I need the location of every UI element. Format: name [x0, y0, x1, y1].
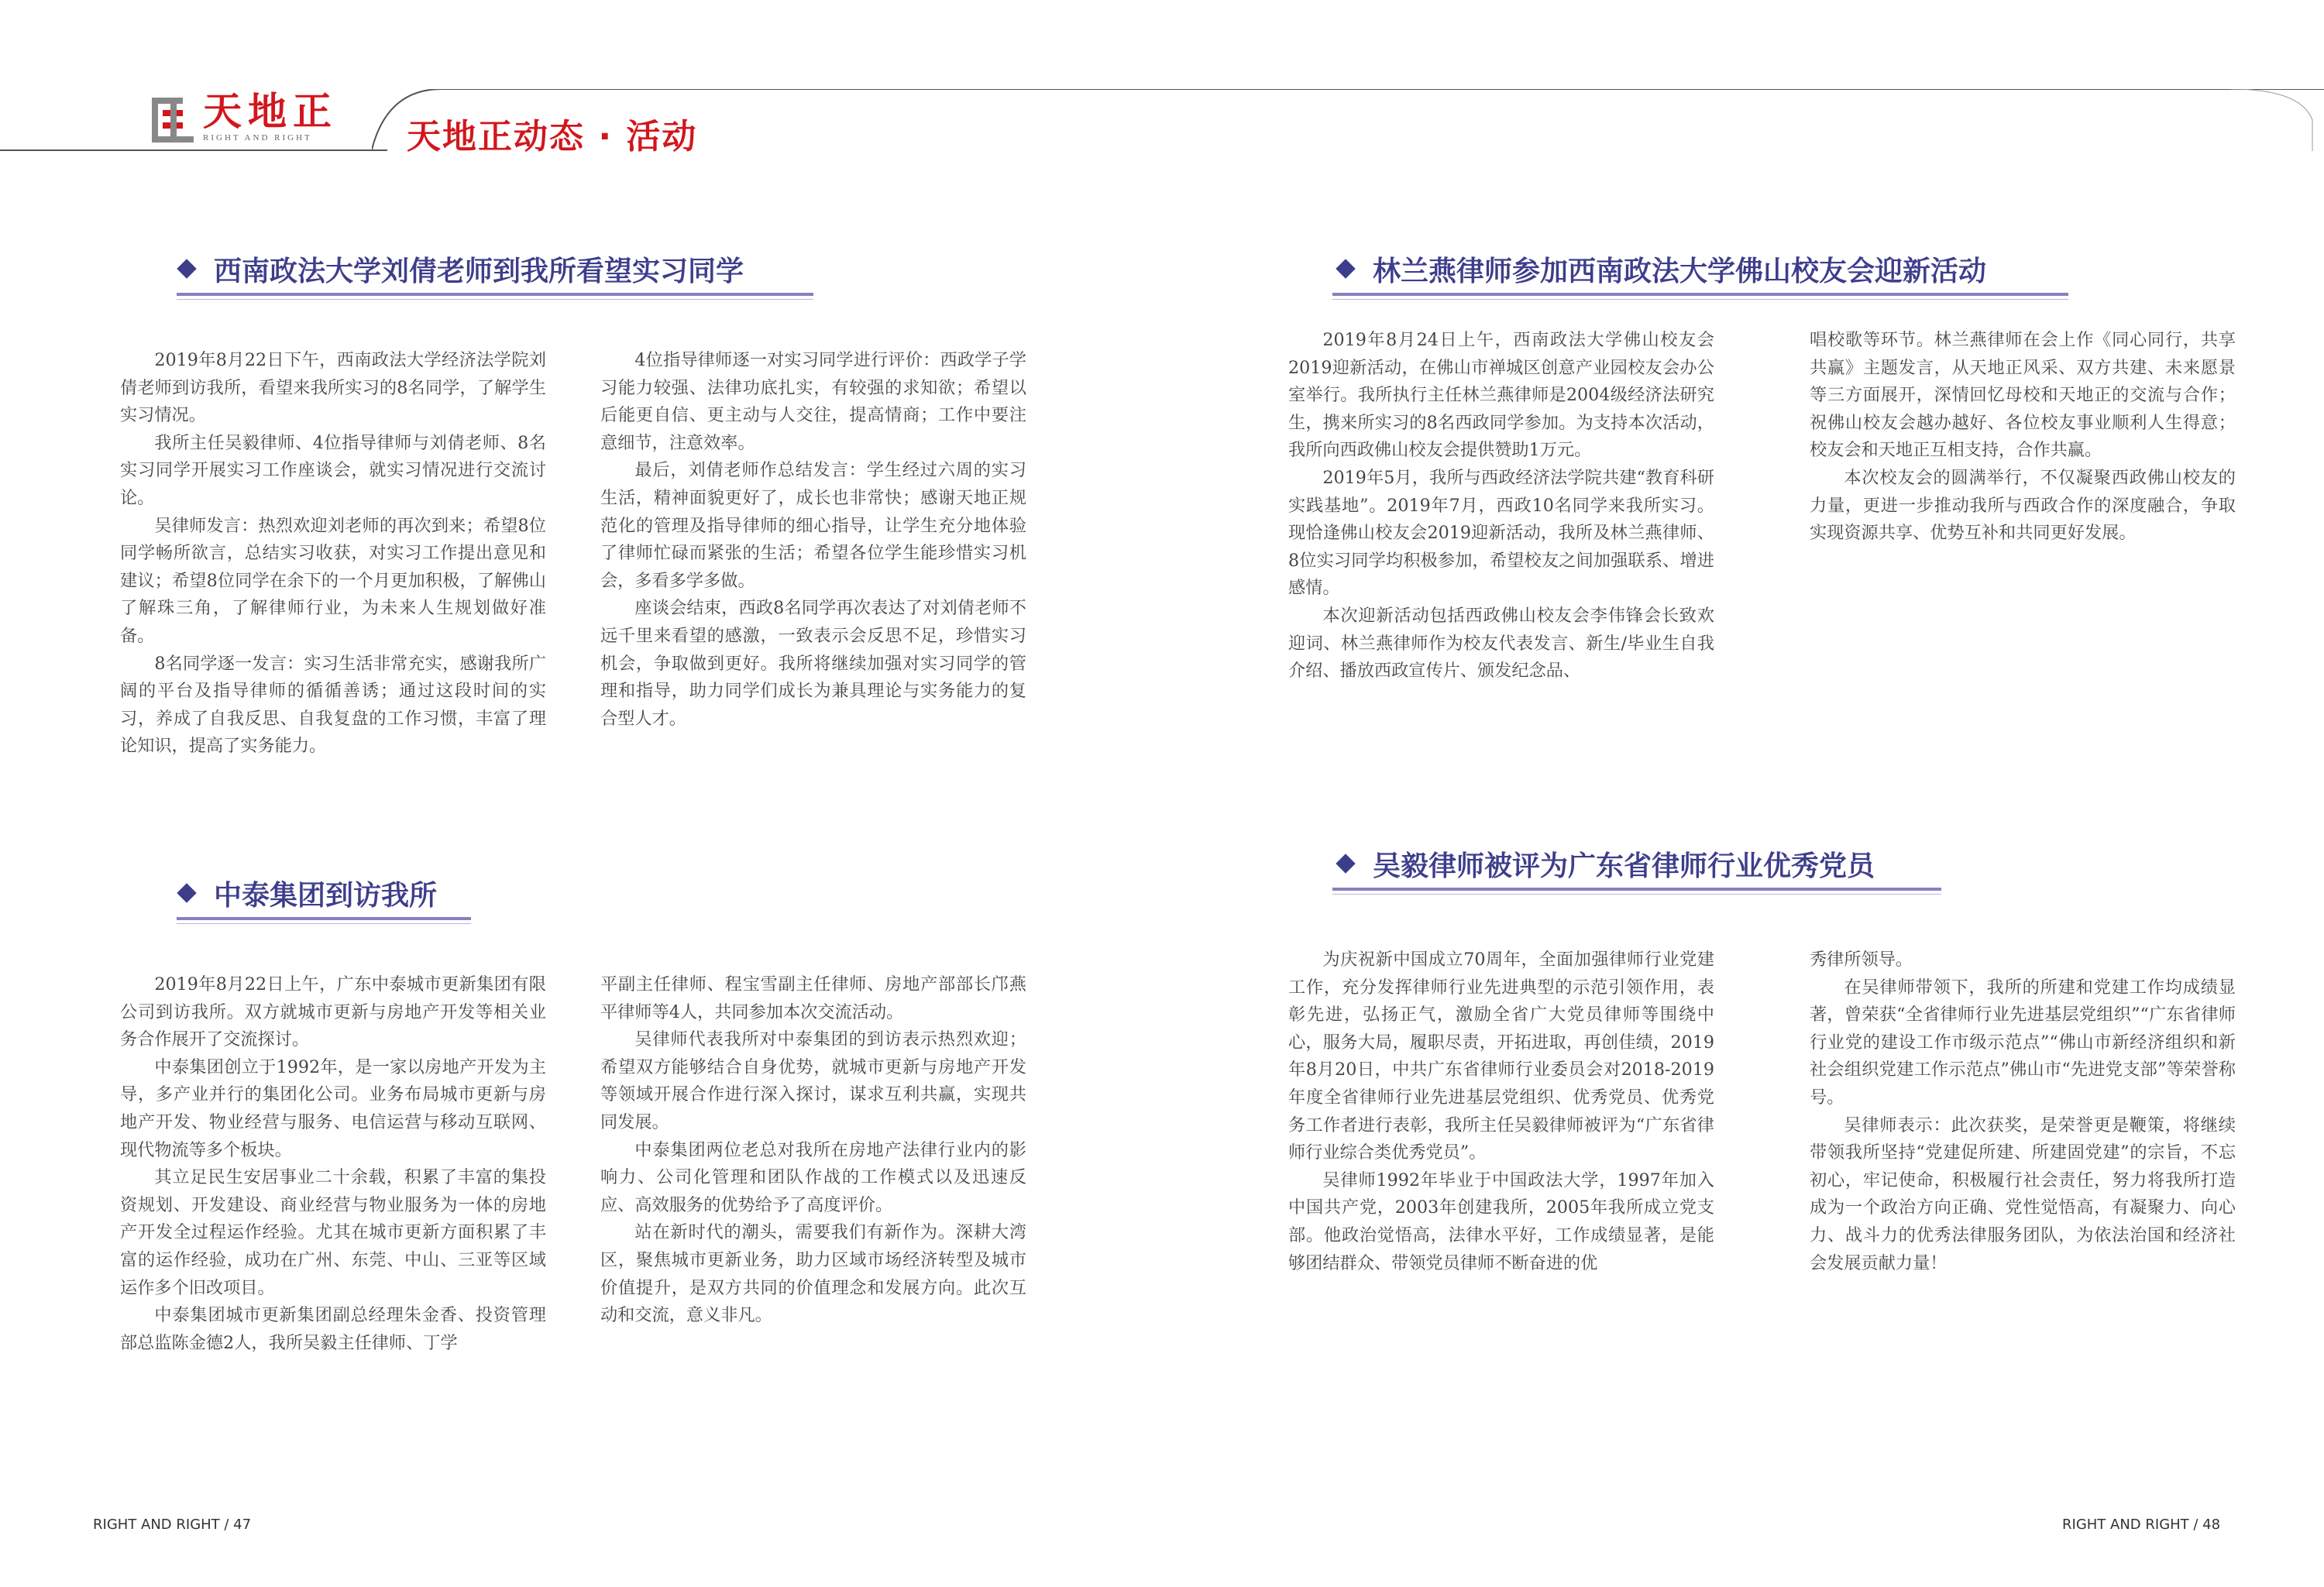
article-column: [600, 347, 1026, 733]
logo-subtitle: RIGHT AND RIGHT: [203, 133, 312, 143]
paragraph: 秀律所领导。: [1810, 950, 1913, 970]
logo-text: 天地正: [203, 88, 338, 134]
article-column: [120, 347, 546, 761]
paragraph: 吴律师1992年毕业于中国政法大学，1997年加入中国共产党，2003年创建我所，2005年我所成立党支部。他政治觉悟高，法律水平好，工作成绩显著，是能够团结群众、带领党员律师不断奋进的优: [1288, 1170, 1714, 1273]
paragraph: 其立足民生安居事业二十余载，积累了丰富的集投资规划、开发建设、商业经营与物业服务为一体的房地产开发全过程运作经验。尤其在城市更新方面积累了丰富的运作经验，成功在广州、东莞、中山、三亚等区域运作多个旧改项目。: [120, 1167, 546, 1298]
article-title: [180, 249, 744, 289]
article-title-text: 吴毅律师被评为广东省律师行业优秀党员: [1373, 850, 1875, 882]
article-rule: [1332, 293, 2068, 301]
logo-mark-icon: [152, 94, 195, 146]
diamond-bullet-icon: [177, 883, 196, 902]
article-column: [600, 971, 1026, 1330]
paragraph: 吴律师发言：热烈欢迎刘老师的再次到来；希望8位同学畅所欲言，总结实习收获，对实习工作提出意见和建议；希望8位同学在余下的一个月更加积极，了解佛山了解珠三角，了解律师行业，为未来人生规划做好准备。: [120, 515, 546, 646]
page-number-right: RIGHT AND RIGHT / 48: [2062, 1517, 2221, 1533]
paragraph: 2019年8月22日下午，西南政法大学经济法学院刘倩老师到访我所，看望来我所实习的8名同学，了解学生实习情况。: [120, 350, 546, 426]
paragraph: 我所主任吴毅律师、4位指导律师与刘倩老师、8名实习同学开展实习工作座谈会，就实习情况进行交流讨论。: [120, 432, 546, 508]
diamond-bullet-icon: [177, 259, 196, 278]
paragraph: 2019年5月，我所与西政经济法学院共建“教育科研实践基地”。2019年7月，西政10名同学来我所实习。现恰逢佛山校友会2019迎新活动，我所及林兰燕律师、8位实习同学均积极参加，希望校友之间加强联系、增进感情。: [1288, 467, 1714, 599]
article-column: [1288, 946, 1714, 1277]
paragraph: 平副主任律师、程宝雪副主任律师、房地产部部长邝燕平律师等4人，共同参加本次交流活动。: [600, 974, 1026, 1022]
article-title: [180, 874, 437, 913]
paragraph: 座谈会结束，西政8名同学再次表达了对刘倩老师不远千里来看望的感激，一致表示会反思不足，珍惜实习机会，争取做到更好。我所将继续加强对实习同学的管理和指导，助力同学们成长为兼具理论与实务能力的复合型人才。: [600, 598, 1026, 729]
article-rule: [177, 917, 471, 925]
paragraph: 中泰集团城市更新集团副总经理朱金香、投资管理部总监陈金德2人，我所吴毅主任律师、丁学: [120, 1305, 546, 1353]
paragraph: 本次迎新活动包括西政佛山校友会李伟锋会长致欢迎词、林兰燕律师作为校友代表发言、新生/毕业生自我介绍、播放西政宣传片、颁发纪念品、: [1288, 605, 1714, 682]
article-title-text: 西南政法大学刘倩老师到我所看望实习同学: [214, 256, 744, 287]
paragraph: 吴律师代表我所对中泰集团的到访表示热烈欢迎；希望双方能够结合自身优势，就城市更新与房地产开发等领域开展合作进行深入探讨，谋求互利共赢，实现共同发展。: [600, 1029, 1026, 1132]
paragraph: 4位指导律师逐一对实习同学进行评价：西政学子学习能力较强、法律功底扎实，有较强的求知欲；希望以后能更自信、更主动与人交往，提高情商；工作中要注意细节，注意效率。: [600, 350, 1026, 453]
page-number-left: RIGHT AND RIGHT / 47: [93, 1517, 252, 1533]
header-rule-left: [0, 149, 387, 151]
paragraph: 本次校友会的圆满举行，不仅凝聚西政佛山校友的力量，更进一步推动我所与西政合作的深度融合，争取实现资源共享、优势互补和共同更好发展。: [1810, 467, 2236, 544]
paragraph: 2019年8月24日上午，西南政法大学佛山校友会2019迎新活动，在佛山市禅城区创意产业园校友会办公室举行。我所执行主任林兰燕律师是2004级经济法研究生，携来所实习的8名西政同学参加。为支持本次活动，我所向西政佛山校友会提供赞助1万元。: [1288, 330, 1714, 461]
article-column: [120, 971, 546, 1357]
paragraph: 站在新时代的潮头，需要我们有新作为。深耕大湾区，聚焦城市更新业务，助力区域市场经济转型及城市价值提升，是双方共同的价值理念和发展方向。此次互动和交流，意义非凡。: [600, 1222, 1026, 1326]
paragraph: 吴律师表示：此次获奖，是荣誉更是鞭策，将继续带领我所坚持“党建促所建、所建固党建”的宗旨，不忘初心，牢记使命，积极履行社会责任，努力将我所打造成为一个政治方向正确、党性觉悟高，有凝聚力、向心力、战斗力的优秀法律服务团队，为依法治国和经济社会发展贡献力量！: [1810, 1115, 2236, 1273]
paragraph: 为庆祝新中国成立70周年，全面加强律师行业党建工作，充分发挥律师行业先进典型的示范引领作用，表彰先进，弘扬正气，激励全省广大党员律师等围绕中心，服务大局，履职尽责，开拓进取，再创佳绩，2019年8月20日，中共广东省律师行业委员会对2018-2019年度全省律师行业先进基层党组织、优秀党员、优秀党务工作者进行表彰，我所主任吴毅律师被评为“广东省律师行业综合类优秀党员”。: [1288, 950, 1714, 1163]
paragraph: 2019年8月22日上午，广东中泰城市更新集团有限公司到访我所。双方就城市更新与房地产开发等相关业务合作展开了交流探讨。: [120, 974, 546, 1050]
article-title-text: 林兰燕律师参加西南政法大学佛山校友会迎新活动: [1373, 256, 1987, 287]
article-title: [1339, 249, 1986, 289]
diamond-bullet-icon: [1336, 259, 1355, 278]
article-column: [1810, 946, 2236, 1277]
section-title: 天地正动态 · 活动: [407, 117, 698, 156]
article-title: [1339, 844, 1875, 884]
article-rule: [1332, 888, 1941, 895]
paragraph: 8名同学逐一发言：实习生活非常充实，感谢我所广阔的平台及指导律师的循循善诱；通过这段时间的实习，养成了自我反思、自我复盘的工作习惯，丰富了理论知识，提高了实务能力。: [120, 653, 546, 757]
paragraph: 中泰集团创立于1992年，是一家以房地产开发为主导，多产业并行的集团化公司。业务布局城市更新与房地产开发、物业经营与服务、电信运营与移动互联网、现代物流等多个板块。: [120, 1056, 546, 1160]
article-column: [1288, 327, 1714, 685]
paragraph: 唱校歌等环节。林兰燕律师在会上作《同心同行，共享共赢》主题发言，从天地正风采、双方共建、未来愿景等三方面展开，深情回忆母校和天地正的交流与合作；祝佛山校友会越办越好、各位校友事业顺利人生得意；校友会和天地正互相支持，合作共赢。: [1810, 330, 2236, 461]
paragraph: 在吴律师带领下，我所的所建和党建工作均成绩显著，曾荣获“全省律师行业先进基层党组织”“广东省律师行业党的建设工作市级示范点”“佛山市新经济组织和新社会组织党建工作示范点”佛山市“先进党支部”等荣誉称号。: [1810, 977, 2236, 1108]
article-column: [1810, 327, 2236, 548]
paragraph: 最后，刘倩老师作总结发言：学生经过六周的实习生活，精神面貌更好了，成长也非常快；感谢天地正规范化的管理及指导律师的细心指导，让学生充分地体验了律师忙碌而紧张的生活；希望各位学生能珍惜实习机会，多看多学多做。: [600, 460, 1026, 591]
logo: [152, 87, 384, 149]
article-rule: [177, 293, 813, 301]
article-title-text: 中泰集团到访我所: [214, 880, 438, 912]
diamond-bullet-icon: [1336, 854, 1355, 873]
paragraph: 中泰集团两位老总对我所在房地产法律行业内的影响力、公司化管理和团队作战的工作模式以及迅速反应、高效服务的优势给予了高度评价。: [600, 1139, 1026, 1215]
